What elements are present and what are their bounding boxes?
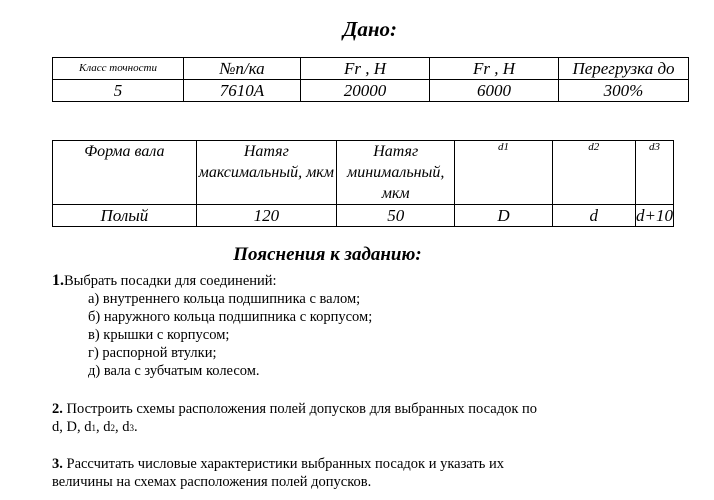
- item-text: Построить схемы расположения полей допусков для выбранных посадок по: [66, 401, 538, 417]
- table-cell: D: [455, 205, 552, 227]
- table-cell: 7610А: [184, 80, 301, 102]
- text: .: [133, 419, 138, 435]
- table-header-row: [53, 58, 689, 80]
- table-header-cell: Класс точности: [53, 58, 184, 80]
- subitem: г) распорной втулки;: [88, 345, 217, 361]
- page-title: Дано:: [343, 17, 397, 41]
- given-data-table-2: [52, 140, 674, 227]
- table-cell: 20000: [301, 80, 430, 102]
- table-cell: d+10: [636, 205, 673, 225]
- task-item-2-line2: [52, 418, 138, 437]
- subitem: в) крышки с корпусом;: [88, 327, 230, 343]
- table-cell: d: [552, 205, 635, 227]
- item-number: 1.: [52, 272, 64, 289]
- table-cell: 50: [336, 205, 455, 227]
- table-cell: 120: [196, 205, 336, 227]
- subscript: 1: [91, 423, 96, 433]
- table-header-cell: Перегрузка до: [559, 58, 689, 80]
- table-header-cell: №п/ка: [184, 58, 301, 80]
- table-header-cell: Натяг максимальный, мкм: [196, 141, 336, 205]
- table-cell: Полый: [53, 205, 197, 227]
- table-row: [53, 80, 689, 102]
- task-item-2: [52, 400, 537, 418]
- table-cell: 5: [53, 80, 184, 102]
- subitem: д) вала с зубчатым колесом.: [88, 363, 260, 379]
- explanations-heading: Пояснения к заданию:: [233, 244, 422, 265]
- table-header-cell: Форма вала: [53, 141, 197, 205]
- subitem: а) внутреннего кольца подшипника с валом;: [88, 291, 361, 307]
- text: , d: [114, 419, 130, 435]
- text: , d: [95, 419, 111, 435]
- table-cell: 300%: [559, 80, 689, 102]
- table-row: [53, 205, 674, 227]
- table-header-cell: d3: [636, 141, 674, 205]
- subscript: 3: [129, 423, 134, 433]
- subscript: 2: [110, 423, 115, 433]
- table-header-cell: Fr , Н: [430, 58, 559, 80]
- item-number: 2.: [52, 401, 63, 417]
- item-number: 3.: [52, 456, 63, 472]
- table-header-cell: d2: [552, 141, 635, 205]
- task-item-1: [52, 272, 277, 290]
- task-item-3-line2: величины на схемах расположения полей допусков.: [52, 474, 372, 490]
- subitem: б) наружного кольца подшипника с корпусом;: [88, 309, 373, 325]
- table-cell: 6000: [430, 80, 559, 102]
- given-data-table-1: [52, 57, 689, 102]
- item-text: Рассчитать числовые характеристики выбранных посадок и указать их: [66, 456, 504, 472]
- text: d, D, d: [52, 419, 92, 435]
- table-header-cell: Натяг минимальный, мкм: [336, 141, 455, 205]
- table-header-cell: Fr , Н: [301, 58, 430, 80]
- table-header-cell: d1: [455, 141, 552, 205]
- task-item-3: [52, 455, 504, 473]
- item-text: Выбрать посадки для соединений:: [64, 273, 277, 289]
- table-header-row: [53, 141, 674, 205]
